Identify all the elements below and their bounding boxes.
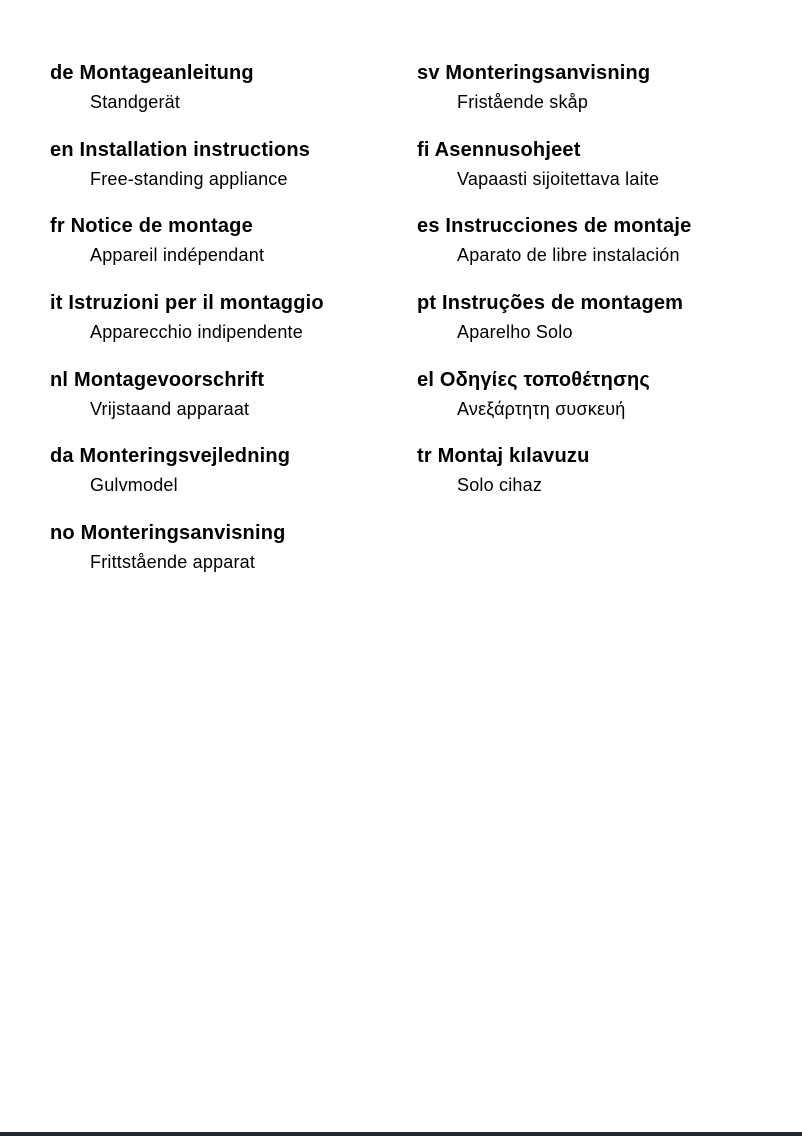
language-title: Monteringsanvisning: [445, 62, 651, 84]
language-entry-el: [417, 368, 691, 445]
language-subtitle: Fristående skåp: [457, 92, 589, 112]
language-column-right: [417, 61, 691, 521]
language-code: fr: [50, 215, 65, 238]
language-title: Instrucciones de montaje: [445, 215, 692, 238]
footer-rule: [0, 1132, 802, 1136]
language-code: en: [50, 138, 74, 161]
language-subtitle: Standgerät: [90, 92, 181, 112]
language-subtitle: Vapaasti sijoitettava laite: [457, 168, 660, 189]
language-entry-da: [50, 444, 324, 521]
language-entry-fi: [417, 138, 691, 215]
language-title: Istruzioni per il montaggio: [68, 292, 324, 315]
language-code: da: [50, 445, 74, 468]
language-entry-en: [50, 138, 324, 215]
language-entry-de: [50, 61, 324, 138]
language-entry-tr: [417, 444, 691, 521]
language-code: sv: [417, 62, 440, 84]
language-title: Installation instructions: [79, 138, 311, 161]
language-code: nl: [50, 368, 69, 391]
language-code: no: [50, 522, 75, 545]
language-entry-sv: [417, 61, 691, 138]
language-code: es: [417, 215, 440, 238]
language-entry-no: [50, 521, 324, 598]
language-subtitle: Ανεξάρτητη συσκευή: [457, 398, 626, 419]
language-column-left: [50, 61, 324, 598]
language-subtitle: Solo cihaz: [457, 475, 543, 496]
language-code: el: [417, 368, 435, 391]
language-entry-nl: [50, 368, 324, 445]
language-entry-pt: [417, 291, 691, 368]
language-subtitle: Gulvmodel: [90, 475, 178, 496]
language-title: Instruções de montagem: [442, 292, 684, 315]
language-title: Montagevoorschrift: [73, 368, 265, 391]
language-subtitle: Vrijstaand apparaat: [90, 398, 250, 419]
language-entry-es: [417, 214, 691, 291]
language-entry-it: [50, 291, 324, 368]
language-title: Οδηγίες τοποθέτησης: [439, 368, 650, 391]
language-subtitle: Aparato de libre instalación: [457, 245, 680, 266]
language-title: Montageanleitung: [79, 62, 254, 84]
language-code: de: [50, 62, 74, 84]
language-subtitle: Frittstående apparat: [90, 552, 256, 573]
language-title: Notice de montage: [70, 215, 253, 238]
language-title: Asennusohjeet: [434, 138, 581, 161]
language-code: fi: [417, 138, 430, 161]
language-title: Montaj kılavuzu: [437, 445, 590, 468]
language-title: Monteringsvejledning: [79, 445, 291, 468]
language-code: tr: [417, 445, 432, 468]
language-code: pt: [417, 292, 437, 315]
language-subtitle: Free-standing appliance: [90, 168, 288, 189]
language-code: it: [50, 292, 63, 315]
language-subtitle: Apparecchio indipendente: [90, 322, 303, 343]
language-subtitle: Appareil indépendant: [90, 245, 265, 266]
language-entry-fr: [50, 214, 324, 291]
language-title: Monteringsanvisning: [80, 522, 286, 545]
language-subtitle: Aparelho Solo: [457, 322, 573, 343]
